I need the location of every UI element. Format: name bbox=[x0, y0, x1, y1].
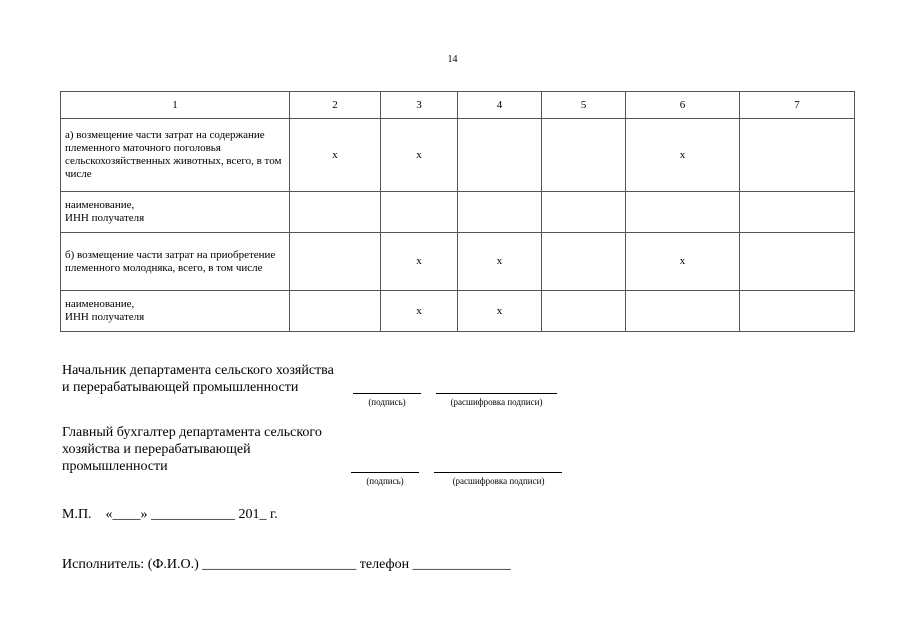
head-decoding-line bbox=[436, 393, 557, 394]
table-row bbox=[61, 119, 855, 192]
table-cell bbox=[542, 233, 626, 291]
table-row bbox=[61, 291, 855, 332]
stamp-date-line: М.П. «____» ____________ 201_ г. bbox=[62, 507, 278, 522]
row-label: наименование, ИНН получателя bbox=[61, 291, 290, 332]
header-cell: 1 bbox=[61, 92, 290, 119]
head-signature-title bbox=[62, 362, 334, 396]
table-cell bbox=[542, 119, 626, 192]
head-title-line: и перерабатывающей промышленности bbox=[62, 380, 299, 395]
row-label: наименование, ИНН получателя bbox=[61, 192, 290, 233]
table-cell: х bbox=[381, 233, 458, 291]
header-cell: 2 bbox=[290, 92, 381, 119]
accountant-decoding-caption: (расшифровка подписи) bbox=[452, 476, 545, 486]
table-cell bbox=[542, 291, 626, 332]
table-header-row bbox=[61, 92, 855, 119]
row-label: а) возмещение части затрат на содержание племенного маточного поголовья сельскохозяйственных животных, всего, в том числе bbox=[61, 119, 290, 192]
row-label: б) возмещение части затрат на приобретение племенного молодняка, всего, в том числе bbox=[61, 233, 290, 291]
table-cell bbox=[740, 291, 855, 332]
head-signature-line bbox=[353, 393, 421, 394]
table-cell bbox=[458, 119, 542, 192]
table-cell bbox=[542, 192, 626, 233]
head-signature-caption: (подпись) bbox=[368, 397, 406, 407]
accountant-title-line: хозяйства и перерабатывающей bbox=[62, 442, 251, 457]
header-cell: 4 bbox=[458, 92, 542, 119]
table-cell: х bbox=[626, 233, 740, 291]
accountant-decoding-line bbox=[434, 472, 562, 473]
table-cell: х bbox=[458, 233, 542, 291]
table-cell bbox=[290, 291, 381, 332]
report-table bbox=[60, 91, 855, 332]
header-cell: 7 bbox=[740, 92, 855, 119]
header-cell: 5 bbox=[542, 92, 626, 119]
executor-line: Исполнитель: (Ф.И.О.) ______________________ телефон ______________ bbox=[62, 557, 511, 572]
table-cell bbox=[290, 192, 381, 233]
table-row bbox=[61, 192, 855, 233]
accountant-signature-caption: (подпись) bbox=[366, 476, 404, 486]
accountant-title-line: Главный бухгалтер департамента сельского bbox=[62, 425, 322, 440]
table-cell bbox=[626, 192, 740, 233]
accountant-signature-line bbox=[351, 472, 419, 473]
head-decoding-caption: (расшифровка подписи) bbox=[450, 397, 543, 407]
head-title-line: Начальник департамента сельского хозяйства bbox=[62, 363, 334, 378]
accountant-title-line: промышленности bbox=[62, 459, 168, 474]
table-cell: х bbox=[458, 291, 542, 332]
header-cell: 3 bbox=[381, 92, 458, 119]
table-cell bbox=[740, 192, 855, 233]
table-cell bbox=[626, 291, 740, 332]
table-cell: х bbox=[626, 119, 740, 192]
table-row bbox=[61, 233, 855, 291]
table-cell bbox=[381, 192, 458, 233]
header-cell: 6 bbox=[626, 92, 740, 119]
table-cell bbox=[740, 233, 855, 291]
accountant-signature-title bbox=[62, 424, 322, 475]
table-cell: х bbox=[381, 291, 458, 332]
table-cell bbox=[458, 192, 542, 233]
table-cell bbox=[740, 119, 855, 192]
table-cell: х bbox=[290, 119, 381, 192]
page-number: 14 bbox=[447, 54, 458, 65]
table-cell bbox=[290, 233, 381, 291]
table-cell: х bbox=[381, 119, 458, 192]
